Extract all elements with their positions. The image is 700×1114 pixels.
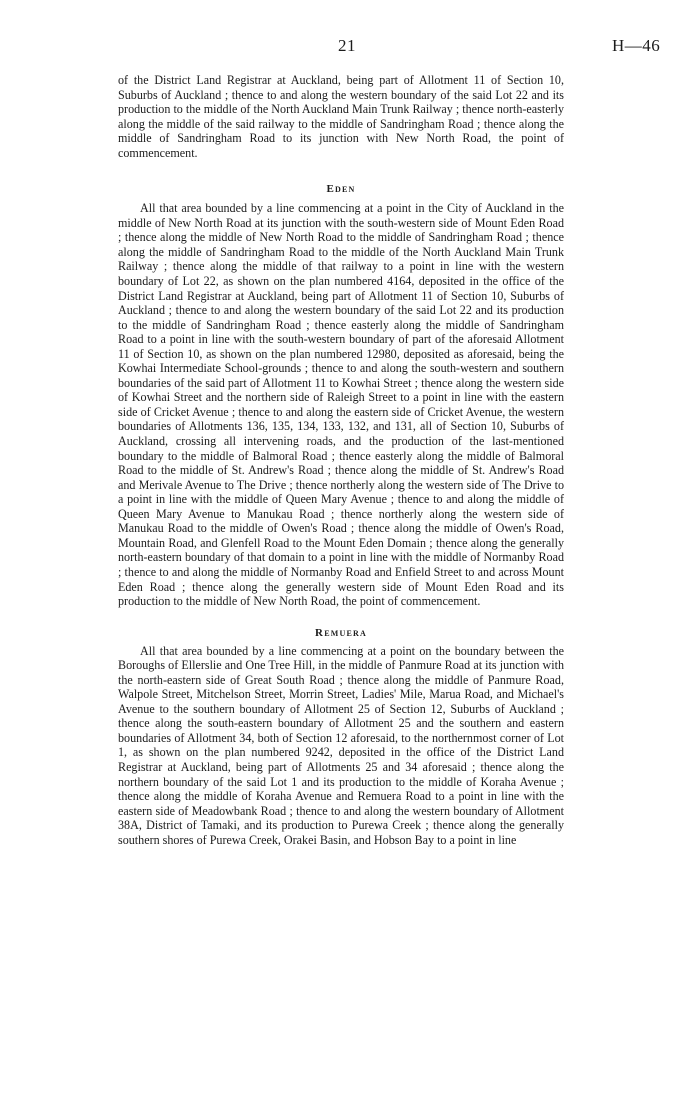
page-header [0,36,700,60]
document-body [118,73,564,847]
continued-paragraph: of the District Land Registrar at Auckland, being part of Allotment 11 of Section 10, Suburbs of Auckland ; thence to and along the western boundary of the said Lot 22 and its production to the middle of the North Auckland Main Trunk Railway ; thence north-easterly along the middle of the said railway to the middle of Sandringham Road ; thence along the middle of Sandringham Road to its junction with New North Road, the point of commencement. [118,73,564,160]
eden-paragraph: All that area bounded by a line commencing at a point in the City of Auckland in the middle of New North Road at its junction with the south-western side of Mount Eden Road ; thence along the middle of New North Road to the middle of Sandringham Road ; thence along the middle of Sandringham Road to the middle of the North Auckland Main Trunk Railway ; thence along the middle of that railway to a point in line with the western boundary of Lot 22, as shown on the plan numbered 4164, deposited in the office of the District Land Registrar at Auckland, being part of Allotment 11 of Section 10, Suburbs of Auckland ; thence to and along the western boundary of the said Lot 22 and its production to the middle of Sandringham Road ; thence easterly along the middle of Sandringham Road to a point in line with the south-western boundary of part of the aforesaid Allotment 11 of Section 10, as shown on the plan numbered 12980, deposited as aforesaid, being the Kowhai Intermediate School-grounds ; thence to and along the south-western and southern boundaries of the said part of Allotment 11 to Kowhai Street ; thence along the western side of Kowhai Street and the northern side of Raleigh Street to a point in line with the eastern side of Cricket Avenue ; thence to and along the eastern side of Cricket Avenue, the western boundaries of Allotments 136, 135, 134, 133, 132, and 131, all of Section 10, Suburbs of Auckland, crossing all intervening roads, and the production of the last-mentioned boundary to the middle of Balmoral Road ; thence easterly along the middle of Balmoral Road to the middle of St. Andrew's Road ; thence along the middle of St. Andrew's Road and Merivale Avenue to The Drive ; thence northerly along the western side of The Drive to a point in line with the middle of Queen Mary Avenue ; thence to and along the middle of Queen Mary Avenue to Manukau Road ; thence northerly along the western side of Manukau Road to the middle of Owen's Road ; thence along the middle of Owen's Road, Mountain Road, and Glenfell Road to the Mount Eden Domain ; thence along the generally north-eastern boundary of that domain to a point in line with the middle of Normanby Road ; thence to and along the middle of Normanby Road and Enfield Street to and across Mount Eden Road ; thence along the generally western side of Mount Eden Road and its production to the middle of New North Road, the point of commencement. [118,201,564,609]
section-heading-remuera: Remuera [315,626,367,639]
page-number: 21 [338,36,356,55]
document-reference: H—46 [612,36,661,55]
section-heading-eden: Eden [326,183,356,196]
remuera-paragraph: All that area bounded by a line commencing at a point on the boundary between the Boroughs of Ellerslie and One Tree Hill, in the middle of Panmure Road at its junction with the north-eastern side of Great South Road ; thence along the middle of Panmure Road, Walpole Street, Mitchelson Street, Morrin Street, Ladies' Mile, Marua Road, and Michael's Avenue to the southern boundary of Allotment 25 of Section 12, Suburbs of Auckland ; thence along the south-eastern boundary of Allotment 25 and the southern and eastern boundaries of Allotment 34, both of Section 12 aforesaid, to the northernmost corner of Lot 1, as shown on the plan numbered 9242, deposited in the office of the District Land Registrar at Auckland, being part of Allotments 25 and 34 aforesaid ; thence along the northern boundary of the said Lot 1 and its production to the middle of Koraha Avenue ; thence along the middle of Koraha Avenue and Remuera Road to a point in line with the eastern side of Meadowbank Road ; thence to and along the western boundary of Allotment 38A, District of Tamaki, and its production to Purewa Creek ; thence along the generally southern shores of Purewa Creek, Orakei Basin, and Hobson Bay to a point in line [118,643,564,847]
